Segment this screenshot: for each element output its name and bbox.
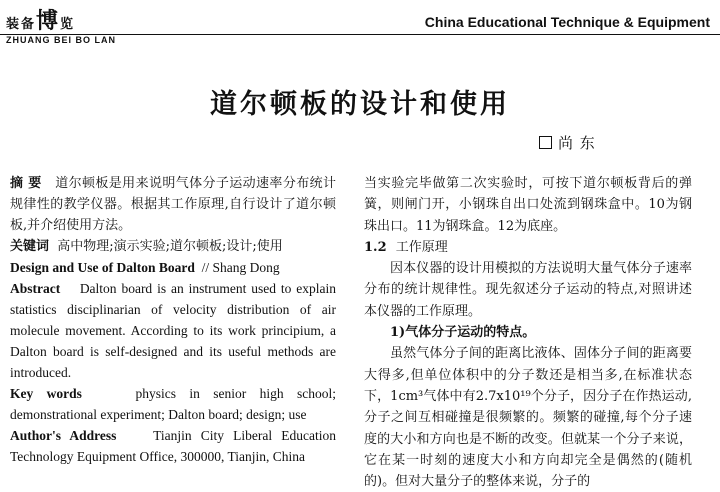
cn-keywords <box>10 236 336 257</box>
journal-section-name <box>6 4 116 35</box>
en-abstract-label: Abstract <box>10 281 61 296</box>
author-name: 尚 东 <box>558 134 596 152</box>
body-paragraph-1: 当实验完毕做第二次实验时，可按下道尔顿板背后的弹簧，则闸门开，小钢珠自出口处流到钢珠盒中。10为钢珠出口。11为钢珠盒。12为底座。 <box>364 176 692 234</box>
cn-abstract-label: 摘 要 <box>10 176 42 191</box>
left-column <box>10 173 336 467</box>
section-number: 1.2 <box>364 239 387 255</box>
en-keywords-label: Key words <box>10 386 82 401</box>
en-abstract-text: Dalton board is an instrument used to explain statistics disciplinarian of velocity distribution of air molecule movement. According to its work principium, a Dalton board is self-designed and its useful methods are introduced. <box>10 281 336 380</box>
section-name-part-c: 览 <box>60 17 76 32</box>
en-title-line <box>10 257 336 278</box>
en-keywords <box>10 383 336 425</box>
body-paragraph-3: 虽然气体分子间的距离比液体、固体分子间的距离要大得多,但单位体积中的分子数还是相当多,在标准状态下，1cm³气体中有2.7x10¹⁹个分子，因分子在作热运动,分子之间互相碰撞是很频繁的。频繁的碰撞,每个分子速度的大小和方向也是不断的改变。但就某一个分子来说，它在某一时刻的速度大小和方向却完全是偶然的(随机的)。但对大量分子的整体来说，分子的 <box>364 346 692 490</box>
en-address-label: Author's Address <box>10 428 117 443</box>
cn-abstract-text: 道尔顿板是用来说明气体分子运动速率分布统计规律性的教学仪器。根据其工作原理,自行设计了道尔顿板,并介绍使用方法。 <box>10 176 336 233</box>
en-author: // Shang Dong <box>201 260 280 275</box>
header-rule <box>0 34 720 35</box>
cn-keywords-text: 高中物理;演示实验;道尔顿板;设计;使用 <box>57 239 283 254</box>
section-name-part-a: 装备 <box>6 17 37 32</box>
en-title: Design and Use of Dalton Board <box>10 260 195 275</box>
en-keywords-text: physics in senior high school; demonstrational experiment; Dalton board; design; use <box>10 386 336 422</box>
section-pinyin: ZHUANG BEI BO LAN <box>6 35 116 45</box>
section-title: 工作原理 <box>395 239 448 255</box>
right-column <box>364 173 692 492</box>
section-heading <box>364 237 692 258</box>
en-address-text: Tianjin City Liberal Education Technology Equipment Office, 300000, Tianjin, China <box>10 428 337 464</box>
subheading-1: 1)气体分子运动的特点。 <box>390 325 536 341</box>
journal-logo <box>6 4 116 45</box>
journal-title: China Educational Technique & Equipment <box>424 14 710 30</box>
body-paragraph-2: 因本仪器的设计用模拟的方法说明大量气体分子速率分布的统计规律性。现先叙述分子运动的特点,对照讲述本仪器的工作原理。 <box>364 261 692 319</box>
article-title: 道尔顿板的设计和使用 <box>210 89 510 120</box>
cn-keywords-label: 关键词 <box>10 239 50 254</box>
cn-abstract <box>10 173 336 236</box>
article-author <box>539 132 596 153</box>
en-address <box>10 425 336 467</box>
author-box-icon <box>539 136 552 149</box>
section-name-part-b: 博 <box>36 9 61 34</box>
en-abstract <box>10 278 336 383</box>
